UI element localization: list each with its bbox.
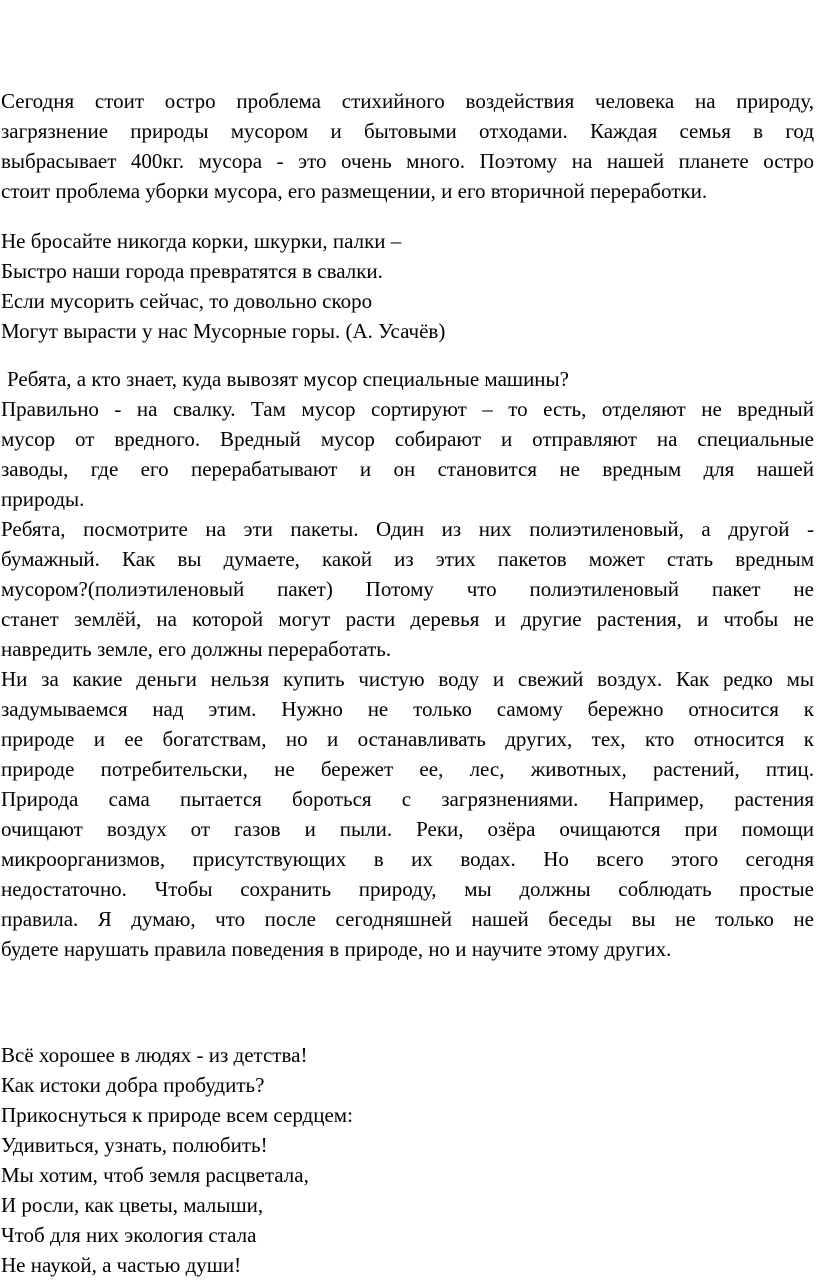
usachev-poem — [1, 226, 814, 346]
text-line: Правильно - на свалку. Там мусор сортируют – то есть, отделяют не вредный — [1, 397, 814, 421]
poem-line: Не наукой, а частью души! — [1, 1253, 242, 1277]
poem-line: И росли, как цветы, малыши, — [1, 1193, 264, 1217]
text-line: Ни за какие деньги нельзя купить чистую воду и свежий воздух. Как редко мы — [1, 667, 814, 691]
text-line: Ребята, а кто знает, куда вывозят мусор специальные машины? — [7, 367, 569, 391]
text-line: микроорганизмов, присутствующих в их водах. Но всего этого сегодня — [1, 847, 814, 871]
poem-line: Быстро наши города превратятся в свалки. — [1, 259, 383, 283]
poem-line: Чтоб для них экология стала — [1, 1223, 257, 1247]
poem-line: Мы хотим, чтоб земля расцветала, — [1, 1163, 309, 1187]
text-line: природы. — [1, 487, 85, 511]
text-line: станет землёй, на которой могут расти деревья и другие растения, и чтобы не — [1, 607, 814, 631]
intro-paragraph — [1, 86, 814, 206]
text-line: мусором?(полиэтиленовый пакет) Потому что полиэтиленовый пакет не — [1, 577, 814, 601]
text-line: Сегодня стоит остро проблема стихийного воздействия человека на природу, — [1, 89, 814, 113]
poem-line: Если мусорить сейчас, то довольно скоро — [1, 289, 373, 313]
text-line: задумываемся над этим. Нужно не только самому бережно относится к — [1, 697, 814, 721]
text-line: правила. Я думаю, что после сегодняшней нашей беседы вы не только не — [1, 907, 814, 931]
text-line: природе и ее богатствам, но и останавливать других, тех, кто относится к — [1, 727, 814, 751]
text-line: заводы, где его перерабатывают и он становится не вредным для нашей — [1, 457, 814, 481]
poem-line: Всё хорошее в людях - из детства! — [1, 1043, 308, 1067]
text-line: стоит проблема уборки мусора, его размещении, и его вторичной переработки. — [1, 179, 708, 203]
childhood-poem — [1, 1040, 814, 1280]
discussion-paragraph — [1, 364, 814, 964]
poem-line: Могут вырасти у нас Мусорные горы. (А. Усачёв) — [1, 319, 446, 343]
text-line: природе потребительски, не бережет ее, лес, животных, растений, птиц. — [1, 757, 814, 781]
text-line: очищают воздух от газов и пыли. Реки, озёра очищаются при помощи — [1, 817, 814, 841]
text-line: выбрасывает 400кг. мусора - это очень много. Поэтому на нашей планете остро — [1, 149, 814, 173]
text-line: будете нарушать правила поведения в природе, но и научите этому других. — [1, 937, 672, 961]
poem-line: Как истоки добра пробудить? — [1, 1073, 265, 1097]
text-line: навредить земле, его должны переработать. — [1, 637, 392, 661]
text-line: мусор от вредного. Вредный мусор собирают и отправляют на специальные — [1, 427, 814, 451]
text-line: загрязнение природы мусором и бытовыми отходами. Каждая семья в год — [1, 119, 814, 143]
poem-line: Не бросайте никогда корки, шкурки, палки – — [1, 229, 402, 253]
text-line: бумажный. Как вы думаете, какой из этих пакетов может стать вредным — [1, 547, 814, 571]
text-line: недостаточно. Чтобы сохранить природу, мы должны соблюдать простые — [1, 877, 814, 901]
poem-line: Удивиться, узнать, полюбить! — [1, 1133, 268, 1157]
text-line: Ребята, посмотрите на эти пакеты. Один из них полиэтиленовый, а другой - — [1, 517, 814, 541]
text-line: Природа сама пытается бороться с загрязнениями. Например, растения — [1, 787, 814, 811]
poem-line: Прикоснуться к природе всем сердцем: — [1, 1103, 353, 1127]
